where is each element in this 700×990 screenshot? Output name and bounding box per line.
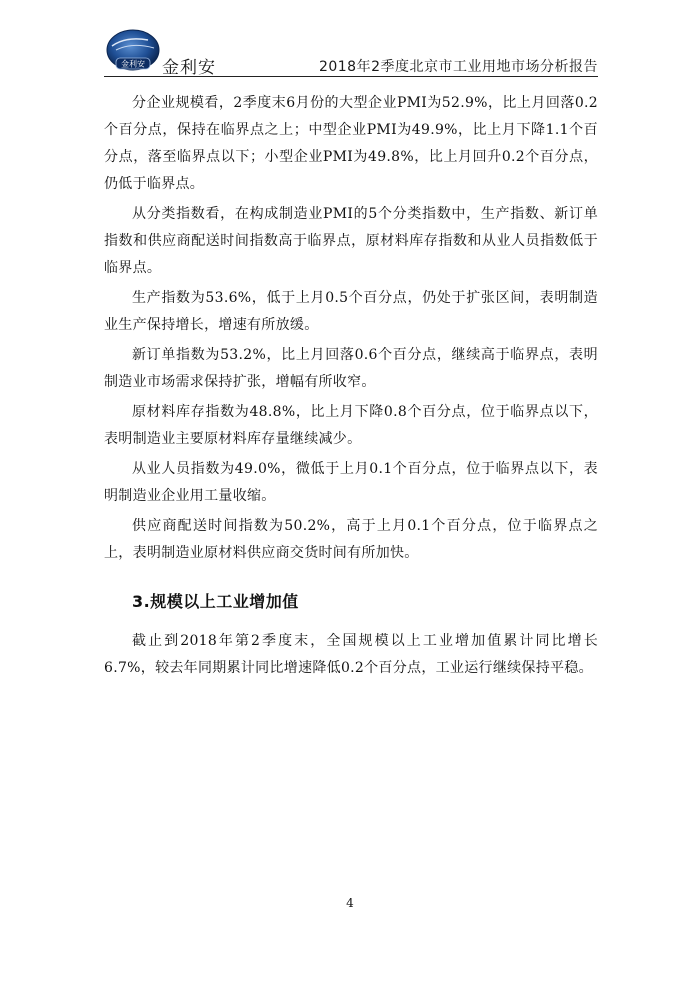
paragraph: 从分类指数看，在构成制造业PMI的5个分类指数中，生产指数、新订单指数和供应商配送时间指数高于临界点，原材料库存指数和从业人员指数低于临界点。 <box>104 206 598 276</box>
page-header <box>104 24 598 80</box>
paragraph: 供应商配送时间指数为50.2%，高于上月0.1个百分点，位于临界点之上，表明制造业原材料供应商交货时间有所加快。 <box>104 518 598 561</box>
header-divider <box>104 76 598 77</box>
section-heading: 3.规模以上工业增加值 <box>132 592 299 611</box>
brand-name: 金利安 <box>162 58 216 78</box>
report-title: 2018年2季度北京市工业用地市场分析报告 <box>318 59 598 75</box>
document-body <box>104 90 598 685</box>
paragraph: 原材料库存指数为48.8%，比上月下降0.8个百分点，位于临界点以下，表明制造业主要原材料库存量继续减少。 <box>104 404 598 447</box>
company-logo-icon <box>104 28 162 76</box>
page-number: 4 <box>346 896 354 910</box>
svg-text:金利安: 金利安 <box>121 59 145 69</box>
paragraph: 生产指数为53.6%，低于上月0.5个百分点，仍处于扩张区间，表明制造业生产保持增长，增速有所放缓。 <box>104 290 598 333</box>
paragraph: 截止到2018年第2季度末，全国规模以上工业增加值累计同比增长6.7%，较去年同期累计同比增速降低0.2个百分点，工业运行继续保持平稳。 <box>104 633 598 676</box>
paragraph: 分企业规模看，2季度末6月份的大型企业PMI为52.9%，比上月回落0.2个百分点，保持在临界点之上；中型企业PMI为49.9%，比上月下降1.1个百分点，落至临界点以下；小型企业PMI为49.8%，比上月回升0.2个百分点，仍低于临界点。 <box>104 95 598 192</box>
paragraph: 新订单指数为53.2%，比上月回落0.6个百分点，继续高于临界点，表明制造业市场需求保持扩张，增幅有所收窄。 <box>104 347 598 390</box>
paragraph: 从业人员指数为49.0%，微低于上月0.1个百分点，位于临界点以下，表明制造业企业用工量收缩。 <box>104 461 598 504</box>
